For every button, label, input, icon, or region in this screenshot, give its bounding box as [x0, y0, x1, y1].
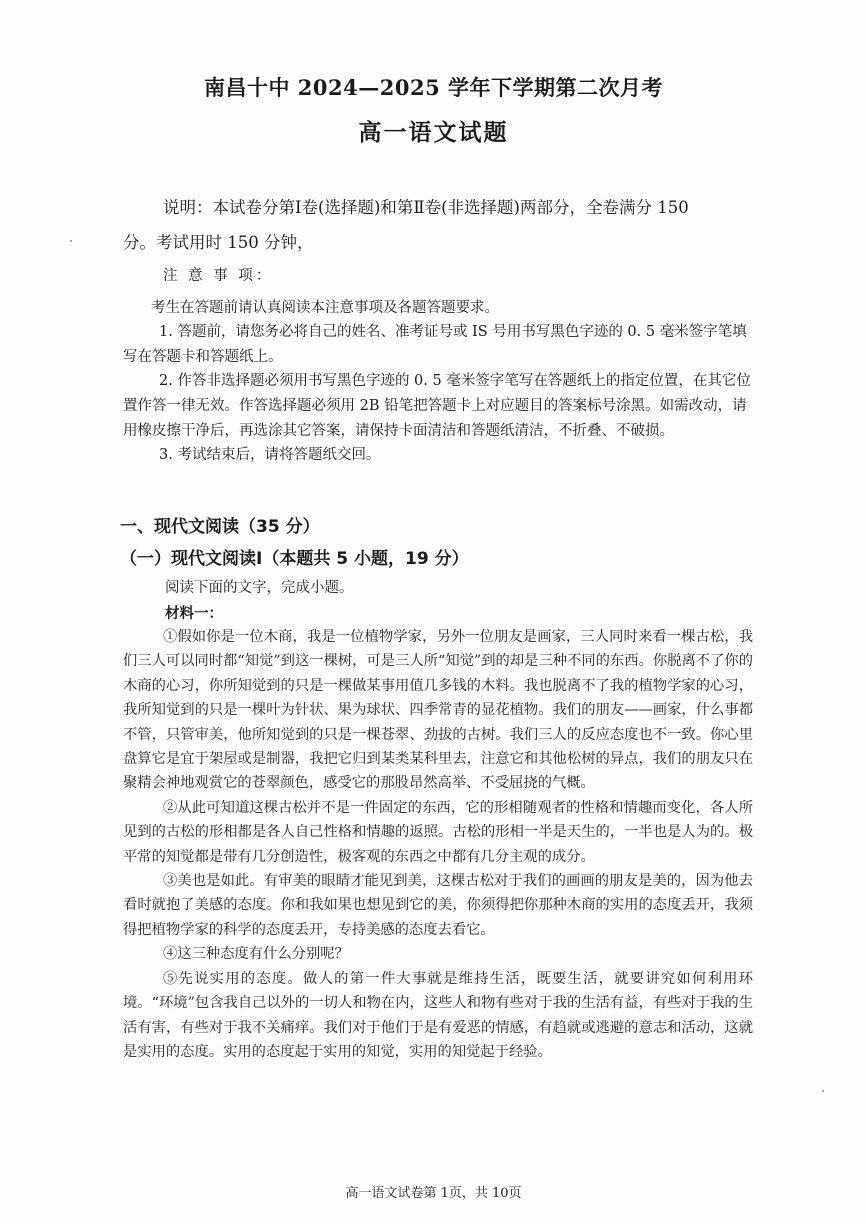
- reading-instruction: 阅读下面的文字，完成小题。: [165, 580, 354, 596]
- exam-rules: [123, 264, 753, 468]
- rules-intro: 考生在答题前请认真阅读本注意事项及各题答题要求。: [151, 299, 499, 316]
- passage-paragraph: ②从此可知道这棵古松并不是一件固定的东西，它的形相随观者的性格和情趣而变化，各人所见到的古松的形相都是各人自己性格和情趣的返照。古松的形相一半是天生的，一半也是人为的。极平常的知觉都是带有几分创造性，极客观的东西之中都有几分主观的成分。: [123, 799, 753, 865]
- rules-item-2: 2. 作答非选择题必须用书写黑色字迹的 0. 5 毫米签字笔写在答题纸上的指定位置，在其它位置作答一律无效。作答选择题必须用 2B 铅笔把答题卡上对应题目的答案标号涂黑。如需改动，请用橡皮擦干净后，再选涂其它答案，请保持卡面清洁和答题纸清洁，不折叠、不破损。: [123, 373, 751, 439]
- rules-item-3: 3. 考试结束后，请将答题纸交回。: [159, 447, 381, 464]
- passage-paragraph: ①假如你是一位木商，我是一位植物学家，另外一位朋友是画家，三人同时来看一棵古松，我们三人可以同时都“知觉”到这一棵树，可是三人所“知觉”到的却是三种不同的东西。你脱离不了你的木商的心习，你所知觉到的只是一棵做某事用值几多钱的木料。我也脱离不了我的植物学家的心习，我所知觉到的只是一棵叶为针状、果为球状、四季常青的显花植物。我们的朋友——画家，什么事都不管，只管审美，他所知觉到的只是一棵苍翠、劲拔的古树。我们三人的反应态度也不一致。你心里盘算它是宜于架屋或是制器，我把它归到某类某科里去，注意它和其他松树的异点，我们的朋友只在聚精会神地观赏它的苍翠颜色，感受它的那股昂然高举、不受屈挠的气概。: [123, 629, 753, 792]
- passage-paragraph: ⑤先说实用的态度。做人的第一件大事就是维持生活，既要生活，就要讲究如何利用环境。“环境”包含我自己以外的一切人和物在内，这些人和物有些对于我的生活有益，有些对于我的生活有害，有些对于我不关痛痒。我们对于他们于是有爱恶的情感，有趋就或逃避的意志和活动，这就是实用的态度。实用的态度起于实用的知觉，实用的知觉起于经验。: [123, 970, 753, 1060]
- note-line-1: 说明：本试卷分第Ⅰ卷(选择题)和第Ⅱ卷(非选择题)两部分，全卷满分 150: [163, 198, 689, 217]
- exam-title: 南昌十中 2024—2025 学年下学期第二次月考: [203, 75, 663, 100]
- exam-note: [123, 190, 753, 260]
- subsection-heading: （一）现代文阅读Ⅰ（本题共 5 小题，19 分）: [120, 549, 469, 569]
- passage-paragraph: ③美也是如此。有审美的眼睛才能见到美，这棵古松对于我们的画画的朋友是美的，因为他去看时就抱了美感的态度。你和我如果也想见到它的美，你须得把你那种木商的实用的态度丢开，我须得把植物学家的科学的态度丢开，专持美感的态度去看它。: [123, 873, 753, 938]
- rules-heading: 注 意 事 项：: [163, 268, 274, 284]
- rules-item-1: 1. 答题前，请您务必将自己的姓名、准考证号或 IS 号用书写黑色字迹的 0. 5 毫米签字笔填写在答题卡和答题纸上。: [123, 324, 747, 365]
- page-footer: 高一语文试卷第 1页，共 10页: [345, 1186, 522, 1201]
- note-line-2: 分。考试用时 150 分钟，: [123, 233, 314, 252]
- passage-paragraph: ④这三种态度有什么分别呢？: [163, 946, 349, 963]
- scan-speck: [822, 1090, 824, 1092]
- scan-speck: [70, 240, 72, 242]
- material-label: 材料一：: [165, 605, 223, 622]
- subject-title: 高一语文试题: [358, 119, 509, 146]
- section-heading: 一、现代文阅读（35 分）: [120, 517, 320, 537]
- reading-passage: [123, 625, 753, 1064]
